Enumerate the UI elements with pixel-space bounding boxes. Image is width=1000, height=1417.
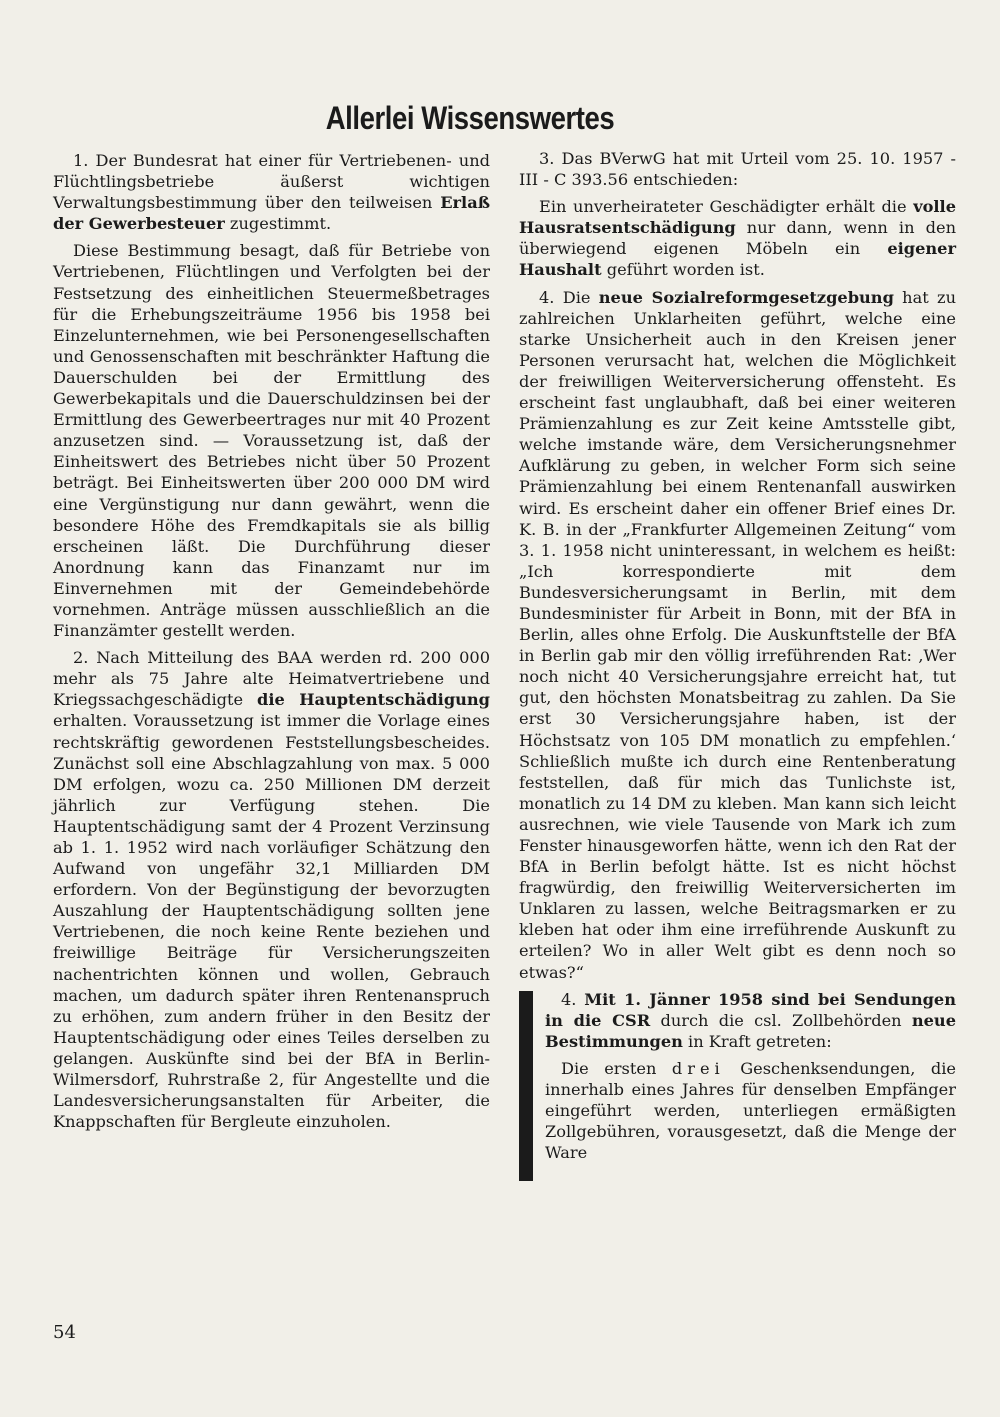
spaced-drei: drei [671,1058,725,1078]
bold-hausratsentschaedigung: volle Hausratsentschädigung [519,197,956,238]
page-title: Allerlei Wissenswertes [325,100,615,136]
right-column [519,148,956,1169]
bold-neue-bestimmungen: neue Bestimmungen [545,1010,956,1051]
paragraph-bestimmung: Diese Bestimmung besagt, daß für Betriebe von Vertriebenen, Flüchtlingen und Verfolgten bei der Festsetzung des einheitlichen Steuermeßbetrages für die Erhebungszeiträume 1956 bis 1958 bei Einzelunternehmen, wie bei Personengesellschaften und Genossenschaften mit beschränkter Haftung die Dauerschulden bei der Ermittlung des Gewerbekapitals und die Dauerschuldzinsen bei der Ermittlung des Gewerbeertrages nur mit 40 Prozent anzusetzen sind. — Voraussetzung ist, daß der Einheitswert des Betriebes nicht über 50 Prozent beträgt. Bei Einheitswerten über 200 000 DM wird eine Vergünstigung nur dann gewährt, wenn die besondere Höhe des Fremdkapitals sie als billig erscheinen läßt. Die Durchführung dieser Anordnung kann das Finanzamt nur im Einvernehmen mit der Gemeindebehörde vornehmen. Anträge müssen ausschließlich an die Finanzämter gestellt werden. [53,241,490,641]
bold-sozialreformgesetzgebung: neue Sozialreformgesetzgebung [598,287,894,307]
paragraph-baa: 2. Nach Mitteilung des BAA werden rd. 200 000 mehr als 75 Jahre alte Heimatvertriebene und Kriegssachgeschädigte die Hauptentschädigung erhalten. Voraussetzung ist immer die Vorlage eines rechtskräftig gewordenen Feststellungsbescheides. Zunächst soll eine Abschlagzahlung von max. 5 000 DM erfolgen, wozu ca. 250 Millionen DM derzeit jährlich zur Verfügung stehen. Die Hauptentschädigung samt der 4 Prozent Verzinsung ab 1. 1. 1952 wird nach vorläufiger Schätzung den Aufwand von ungefähr 32,1 Milliarden DM erfordern. Von der Begünstigung der bevorzugten Auszahlung der Hauptentschädigung sollten jene Vertriebenen, die noch keine Rente beziehen und freiwillige Beiträge für Versicherungszeiten nachentrichten können und wollen, Gebrauch machen, um dadurch später ihren Rentenanspruch zu erhöhen, zum andern früher in den Besitz der Hauptentschädigung oder eines Teiles derselben zu gelangen. Auskünfte sind bei der BfA in Berlin-Wilmersdorf, Ruhrstraße 2, für Angestellte und die Landesversicherungsanstalten für Arbeiter, die Knappschaften für Bergleute einzuholen. [53,648,490,1132]
margin-bar [519,991,533,1181]
left-column [53,150,490,1138]
paragraph-geschenksendungen: Die ersten drei Geschenksendungen, die innerhalb eines Jahres für denselben Empfänger eingeführt werden, unterliegen ermäßigten Zollgebühren, vorausgesetzt, daß die Menge der Ware [545,1058,956,1163]
paragraph-bverwg: 3. Das BVerwG hat mit Urteil vom 25. 10. 1957 - III - C 393.56 entschieden: [519,149,956,190]
bold-sendungen-csr: Mit 1. Jänner 1958 sind bei Sendungen in die CSR [545,989,956,1030]
page-number: 54 [53,1322,76,1343]
paragraph-bundesrat: 1. Der Bundesrat hat einer für Vertriebenen- und Flüchtlingsbetriebe äußerst wichtigen Verwaltungsbestimmung über den teilweisen Erlaß der Gewerbesteuer zugestimmt. [53,151,490,234]
paragraph-sozialreform: 4. Die neue Sozialreformgesetzgebung hat zu zahlreichen Unklarheiten geführt, welche eine starke Unsicherheit auch in den Kreisen jener Personen verursacht hat, welchen die Möglichkeit der freiwilligen Weiterversicherung offensteht. Es erscheint fast unglaubhaft, daß bei einer weiteren Prämienzahlung es zur Zeit keine Amtsstelle gibt, welche imstande wäre, dem Versicherungsnehmer Aufklärung zu geben, in welcher Form sich seine Prämienzahlung bei einem Rentenanfall auswirken wird. Es erscheint daher ein offener Brief eines Dr. K. B. in der „Frankfurter Allgemeinen Zeitung“ vom 3. 1. 1958 nicht uninteressant, in welchem es heißt: „Ich korrespondierte mit dem Bundesversicherungsamt in Berlin, mit dem Bundesminister für Arbeit in Bonn, mit der BfA in Berlin, alles ohne Erfolg. Die Auskunftstelle der BfA in Berlin gab mir den völlig irreführenden Rat: ‚Wer noch nicht 40 Versicherungsjahre erreicht hat, tut gut, den höchsten Monatsbeitrag zu zahlen. Da Sie erst 30 Versicherungsjahre haben, ist der Höchstsatz von 105 DM monatlich zu empfehlen.‘ Schließlich mußte ich durch eine Rentenberatung feststellen, daß für mich das Tunlichste ist, monatlich zu 14 DM zu kleben. Man kann sich leicht ausrechnen, wie viele Tausende von Mark ich zum Fenster hinausgeworfen hätte, wenn ich den Rat der BfA in Berlin befolgt hätte. Ist es nicht höchst fragwürdig, den freiwillig Weiterversicherten im Unklaren zu lassen, welche Beitragsmarken er zu kleben hat oder ihm eine irreführende Auskunft zu erteilen? Wo in aller Welt gibt es denn noch so etwas?“ [519,287,956,982]
paragraph-hausrat: Ein unverheirateter Geschädigter erhält die volle Hausratsentschädigung nur dann, wenn in den überwiegend eigenen Möbeln ein eigener Haushalt geführt worden ist. [519,197,956,280]
bold-hauptentschaedigung: die Hauptentschädigung [257,690,490,710]
bold-erlass-gewerbesteuer: Erlaß der Gewerbesteuer [53,193,490,234]
bold-eigener-haushalt: eigener Haushalt [519,239,956,280]
paragraph-csr: 4. Mit 1. Jänner 1958 sind bei Sendungen in die CSR durch die csl. Zollbehörden neue Bestimmungen in Kraft getreten: [545,989,956,1051]
highlighted-notice [519,989,956,1164]
